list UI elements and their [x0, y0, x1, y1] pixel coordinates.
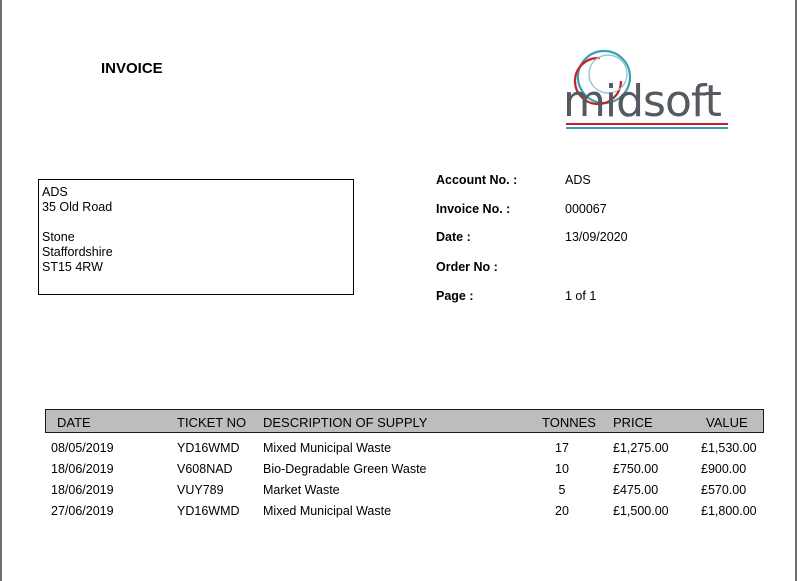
cell-tonnes: 5 [558, 483, 566, 497]
cell-tonnes: 17 [555, 441, 569, 455]
cell-description: Bio-Degradable Green Waste [263, 462, 427, 476]
table-row [0, 441, 799, 462]
cell-price: £750.00 [613, 462, 659, 476]
cell-value: £1,800.00 [701, 504, 757, 518]
document-title: INVOICE [101, 60, 163, 77]
invoice-no-label: Invoice No. : [436, 202, 511, 216]
midsoft-logo [560, 44, 735, 134]
cell-date: 27/06/2019 [51, 504, 114, 518]
cell-value: £1,530.00 [701, 441, 757, 455]
address-line: 35 Old Road [42, 200, 113, 214]
cell-ticket-no: V608NAD [177, 462, 233, 476]
table-row [0, 462, 799, 483]
address-line: ST15 4RW [42, 260, 103, 274]
cell-price: £475.00 [613, 483, 659, 497]
cell-description: Market Waste [263, 483, 340, 497]
account-no-value: ADS [565, 173, 591, 187]
cell-date: 08/05/2019 [51, 441, 114, 455]
cell-tonnes: 20 [555, 504, 569, 518]
customer-address-box [38, 179, 354, 295]
table-row [0, 483, 799, 504]
header-description: DESCRIPTION OF SUPPLY [263, 415, 428, 430]
account-no-label: Account No. : [436, 173, 518, 187]
page-value: 1 of 1 [565, 289, 597, 303]
header-date: DATE [57, 415, 91, 430]
cell-ticket-no: YD16WMD [177, 441, 240, 455]
order-no-label: Order No : [436, 260, 498, 274]
logo-wordmark: midsoft [563, 76, 721, 127]
cell-description: Mixed Municipal Waste [263, 504, 392, 518]
line-items-header [45, 409, 764, 433]
date-label: Date : [436, 230, 471, 244]
address-line [42, 215, 353, 230]
address-line: Stone [42, 230, 75, 244]
header-value: VALUE [706, 415, 748, 430]
header-ticket-no: TICKET NO [177, 415, 247, 430]
address-line: ADS [42, 185, 68, 199]
invoice-no-value: 000067 [565, 202, 607, 216]
header-tonnes: TONNES [542, 415, 596, 430]
date-value: 13/09/2020 [565, 230, 628, 244]
page-label: Page : [436, 289, 474, 303]
cell-description: Mixed Municipal Waste [263, 441, 392, 455]
cell-value: £900.00 [701, 462, 747, 476]
cell-tonnes: 10 [555, 462, 569, 476]
cell-price: £1,275.00 [613, 441, 669, 455]
cell-value: £570.00 [701, 483, 747, 497]
cell-ticket-no: VUY789 [177, 483, 224, 497]
cell-ticket-no: YD16WMD [177, 504, 240, 518]
cell-date: 18/06/2019 [51, 462, 114, 476]
address-line: Staffordshire [42, 245, 113, 259]
header-price: PRICE [613, 415, 653, 430]
cell-price: £1,500.00 [613, 504, 669, 518]
table-row [0, 504, 799, 525]
cell-date: 18/06/2019 [51, 483, 114, 497]
